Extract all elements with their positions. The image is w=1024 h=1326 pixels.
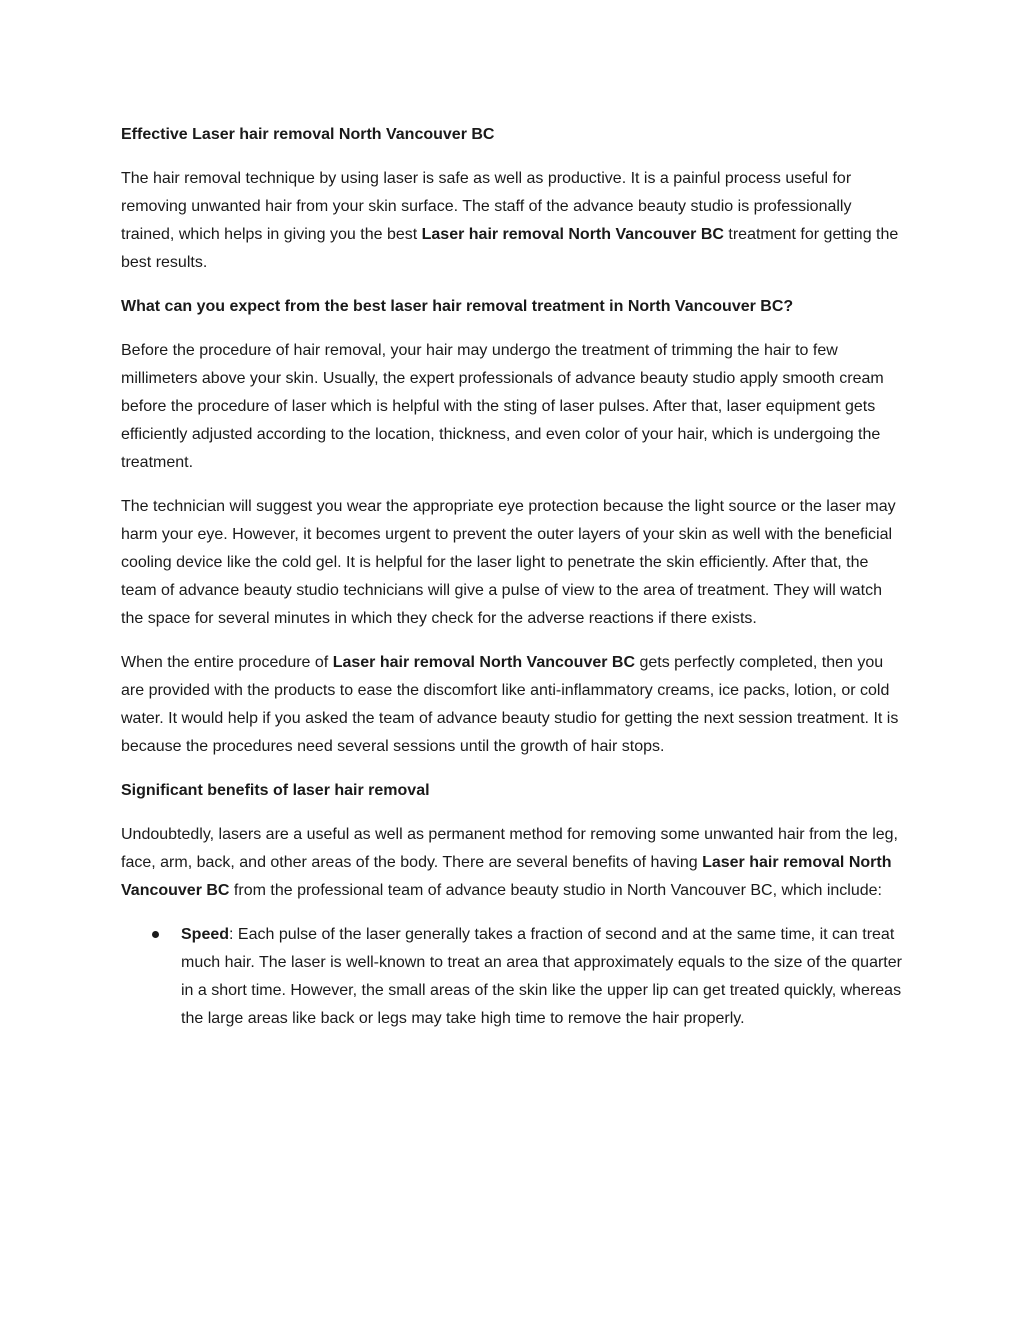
benefits-keyword: Laser hair removal North Vancouver BC xyxy=(121,854,892,899)
section-heading-expect: What can you expect from the best laser hair removal treatment in North Vancouver BC? xyxy=(121,298,794,315)
document-page xyxy=(121,121,906,1033)
benefits-text-a: Undoubtedly, lasers are a useful as well as permanent method for removing some unwanted hair from the leg, face, arm, back, and other areas of the body. There are several benefits of having xyxy=(121,826,898,871)
intro-keyword: Laser hair removal North Vancouver BC xyxy=(421,226,724,243)
benefits-paragraph xyxy=(121,821,906,905)
list-item-label: Speed xyxy=(181,926,230,943)
completion-text-c: gets perfectly completed, then you are provided with the products to ease the discomfort like anti-inflammatory creams, ice packs, lotion, or cold water. It would help if you asked the team of advance beauty studio for getting the next session treatment. It is because the procedures need several sessions until the growth of hair stops. xyxy=(121,654,899,755)
section-heading-benefits: Significant benefits of laser hair removal xyxy=(121,782,430,799)
completion-keyword: Laser hair removal North Vancouver BC xyxy=(332,654,636,671)
intro-paragraph xyxy=(121,165,906,277)
document-title: Effective Laser hair removal North Vancouver BC xyxy=(121,126,495,143)
benefits-text-c: from the professional team of advance beauty studio in North Vancouver BC, which include: xyxy=(229,882,882,899)
procedure-paragraph: Before the procedure of hair removal, your hair may undergo the treatment of trimming the hair to few millimeters above your skin. Usually, the expert professionals of advance beauty studio apply smooth cream before the procedure of laser which is helpful with the sting of laser pulses. After that, laser equipment gets efficiently adjusted according to the location, thickness, and even color of your hair, which is undergoing the treatment. xyxy=(121,342,884,471)
technician-paragraph: The technician will suggest you wear the appropriate eye protection because the light source or the laser may harm your eye. However, it becomes urgent to prevent the outer layers of your skin as well with the beneficial cooling device like the cold gel. It is helpful for the laser light to penetrate the skin efficiently. After that, the team of advance beauty studio technicians will give a pulse of view to the area of treatment. They will watch the space for several minutes in which they check for the adverse reactions if there exists. xyxy=(121,498,896,627)
intro-text-c: treatment for getting the best results. xyxy=(121,226,899,271)
list-item xyxy=(181,921,906,1033)
completion-text-a: When the entire procedure of xyxy=(121,654,333,671)
list-item-text: : Each pulse of the laser generally takes a fraction of second and at the same time, it can treat much hair. The laser is well-known to treat an area that approximately equals to the size of the quarter in a short time. However, the small areas of the skin like the upper lip can get treated quickly, whereas the large areas like back or legs may take high time to remove the hair properly. xyxy=(181,926,902,1027)
completion-paragraph xyxy=(121,649,906,761)
benefits-list xyxy=(121,921,906,1033)
bullet-icon xyxy=(152,931,159,938)
intro-text-a: The hair removal technique by using laser is safe as well as productive. It is a painful process useful for removing unwanted hair from your skin surface. The staff of the advance beauty studio is professionally trained, which helps in giving you the best xyxy=(121,170,852,243)
